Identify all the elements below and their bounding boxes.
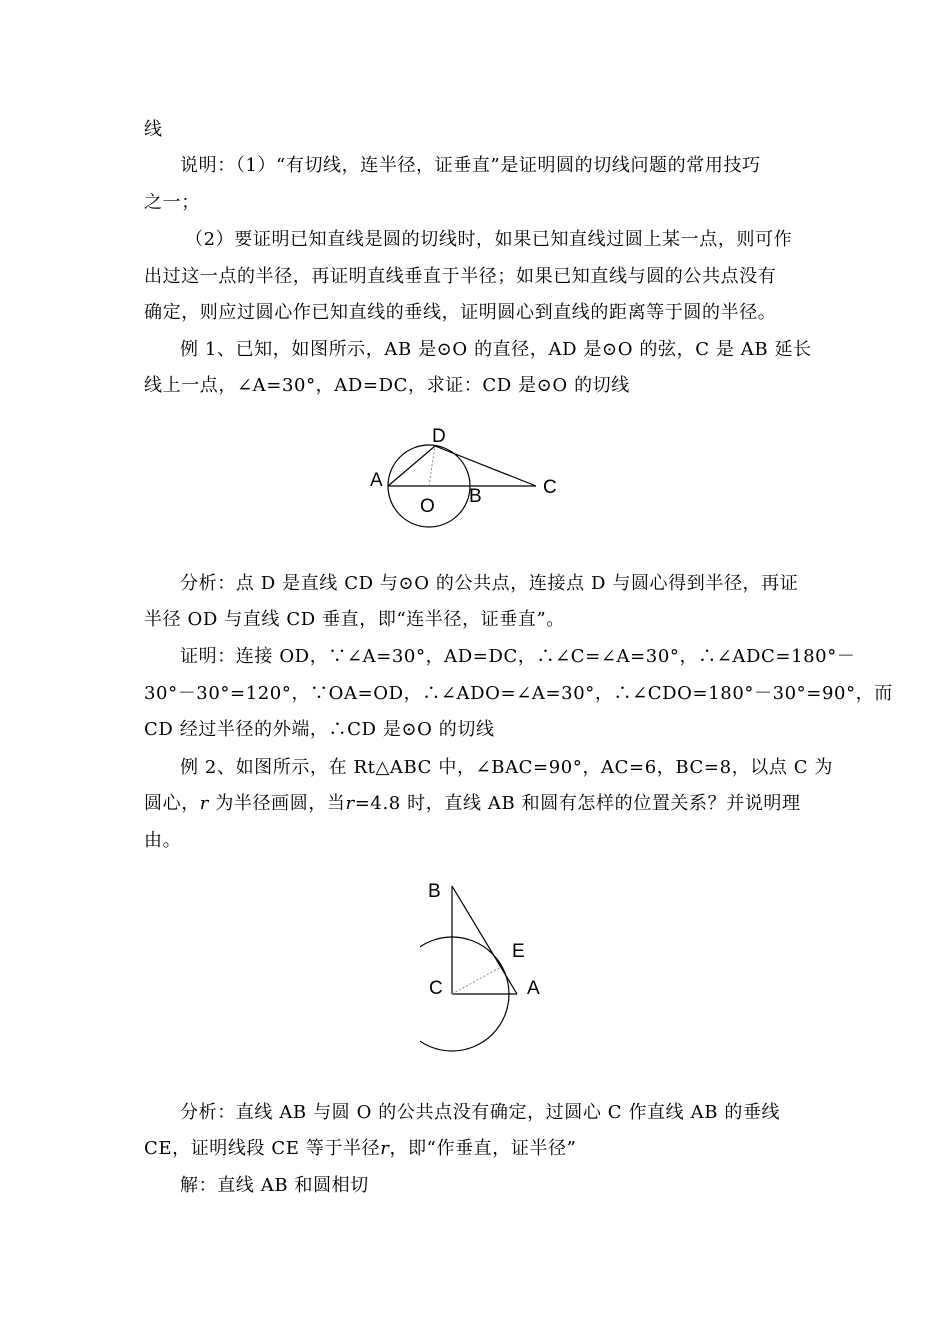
label-c: C: [543, 477, 557, 498]
label-b: B: [469, 486, 482, 507]
line-8: 线上一点，∠A=30°，AD=DC，求证：CD 是⊙O 的切线: [144, 375, 630, 396]
line-12: 30°－30°=120°，∵OA=OD，∴∠ADO=∠A=30°，∴∠CDO=180°－30°=90°，而: [144, 683, 893, 704]
segment-dc: [435, 446, 536, 486]
line-4: （2）要证明已知直线是圆的切线时，如果已知直线过圆上某一点，则可作: [185, 229, 793, 250]
segment-od: [429, 446, 435, 486]
line-6: 确定，则应过圆心作已知直线的垂线，证明圆心到直线的距离等于圆的半径。: [144, 302, 777, 323]
label-a: A: [527, 978, 540, 999]
segment-ce: [452, 967, 501, 994]
segment-ab: [452, 886, 517, 994]
label-d: D: [432, 426, 446, 447]
line-5: 出过这一点的半径，再证明直线垂直于半径；如果已知直线与圆的公共点没有: [144, 266, 777, 287]
label-o: O: [420, 496, 435, 517]
figure-1-circle-tangent: [360, 418, 590, 538]
line-1: 线: [144, 119, 163, 140]
line-3: 之一；: [144, 192, 200, 213]
line-14: 例 2、如图所示，在 Rt△ABC 中，∠BAC=90°，AC=6，BC=8，以点 C 为: [180, 757, 834, 778]
label-a: A: [370, 470, 383, 491]
line-17: 分析：直线 AB 与圆 O 的公共点没有确定，过圆心 C 作直线 AB 的垂线: [180, 1102, 781, 1123]
line-19: 解：直线 AB 和圆相切: [180, 1175, 369, 1196]
label-c: C: [429, 978, 443, 999]
line-10: 半径 OD 与直线 CD 垂直，即“连半径，证垂直”。: [144, 609, 565, 630]
line-7: 例 1、已知，如图所示，AB 是⊙O 的直径，AD 是⊙O 的弦，C 是 AB 延长: [180, 339, 812, 360]
line-11: 证明：连接 OD，∵∠A=30°，AD=DC，∴∠C=∠A=30°，∴∠ADC=180°－: [180, 646, 856, 667]
line-18: CE，证明线段 CE 等于半径𝑟，即“作垂直，证半径”: [144, 1138, 577, 1159]
label-b: B: [428, 881, 441, 902]
line-15: 圆心，𝑟 为半径画圆，当𝑟=4.8 时，直线 AB 和圆有怎样的位置关系？并说明理: [144, 793, 801, 814]
line-16: 由。: [144, 830, 182, 851]
label-e: E: [512, 941, 525, 962]
line-2: 说明：（1）“有切线，连半径，证垂直”是证明圆的切线问题的常用技巧: [180, 155, 761, 176]
line-9: 分析：点 D 是直线 CD 与⊙O 的公共点，连接点 D 与圆心得到半径，再证: [180, 573, 799, 594]
segment-ad: [388, 446, 435, 486]
figure-2-right-triangle-circle: [420, 872, 560, 1062]
line-13: CD 经过半径的外端，∴CD 是⊙O 的切线: [144, 719, 495, 740]
